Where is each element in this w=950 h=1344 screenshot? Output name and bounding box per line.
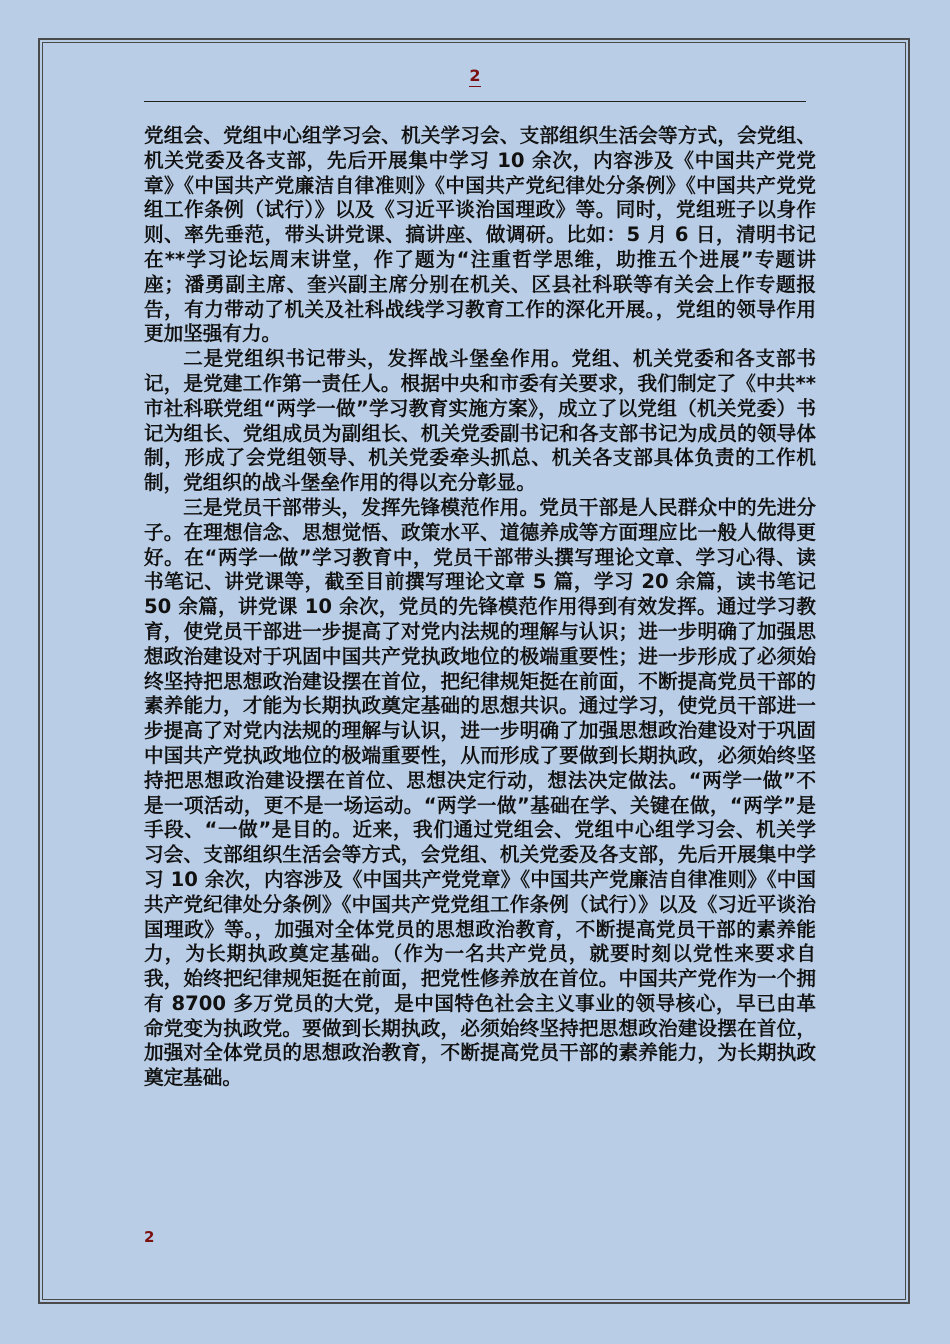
footer-page-number: 2 (144, 1228, 155, 1246)
header-page-number-text: 2 (469, 66, 481, 85)
header-page-number (0, 66, 950, 85)
paragraph-2: 二是党组织书记带头，发挥战斗堡垒作用。党组、机关党委和各支部书记，是党建工作第一责任人。根据中央和市委有关要求，我们制定了《中共**市社科联党组“两学一做”学习教育实施方案》，成立了以党组（机关党委）书记为组长、党组成员为副组长、机关党委副书记和各支部书记为成员的领导体制，形成了会党组领导、机关党委牵头抓总、机关各支部具体负责的工作机制，党组织的战斗堡垒作用的得以充分彰显。 (144, 347, 816, 495)
header-rule (144, 101, 806, 102)
document-body (144, 124, 816, 1091)
paragraph-3: 三是党员干部带头，发挥先锋模范作用。党员干部是人民群众中的先进分子。在理想信念、思想觉悟、政策水平、道德养成等方面理应比一般人做得更好。在“两学一做”学习教育中，党员干部带头撰写理论文章、学习心得、读书笔记、讲党课等，截至目前撰写理论文章 5 篇，学习 20 余篇，读书笔记 50 余篇，讲党课 10 余次，党员的先锋模范作用得到有效发挥。通过学习教育，使党员干部进一步提高了对党内法规的理解与认识；进一步明确了加强思想政治建设对于巩固中国共产党执政地位的极端重要性；进一步形成了必须始终坚持把思想政治建设摆在首位，把纪律规矩挺在前面，不断提高党员干部的素养能力，才能为长期执政奠定基础的思想共识。通过学习，使党员干部进一步提高了对党内法规的理解与认识，进一步明确了加强思想政治建设对于巩固中国共产党执政地位的极端重要性，从而形成了要做到长期执政，必须始终坚持把思想政治建设摆在首位、思想决定行动，想法决定做法。“两学一做”不是一项活动，更不是一场运动。“两学一做”基础在学、关键在做，“两学”是手段、“一做”是目的。近来，我们通过党组会、党组中心组学习会、机关学习会、支部组织生活会等方式，会党组、机关党委及各支部，先后开展集中学习 10 余次，内容涉及《中国共产党党章》《中国共产党廉洁自律准则》《中国共产党纪律处分条例》《中国共产党党组工作条例（试行）》以及《习近平谈治国理政》等。，加强对全体党员的思想政治教育，不断提高党员干部的素养能力，为长期执政奠定基础。（作为一名共产党员，就要时刻以党性来要求自我，始终把纪律规矩挺在前面，把党性修养放在首位。中国共产党作为一个拥有 8700 多万党员的大党，是中国特色社会主义事业的领导核心，早已由革命党变为执政党。要做到长期执政，必须始终坚持把思想政治建设摆在首位，加强对全体党员的思想政治教育，不断提高党员干部的素养能力，为长期执政奠定基础。 (144, 495, 816, 1090)
paragraph-1: 党组会、党组中心组学习会、机关学习会、支部组织生活会等方式，会党组、机关党委及各支部，先后开展集中学习 10 余次，内容涉及《中国共产党党章》《中国共产党廉洁自律准则》《中国共产党纪律处分条例》《中国共产党党组工作条例（试行）》以及《习近平谈治国理政》等。同时，党组班子以身作则、率先垂范，带头讲党课、搞讲座、做调研。比如：5 月 6 日，清明书记在**学习论坛周末讲堂，作了题为“注重哲学思维，助推五个进展”专题讲座；潘勇副主席、奎兴副主席分别在机关、区县社科联等有关会上作专题报告，有力带动了机关及社科战线学习教育工作的深化开展。，党组的领导作用更加坚强有力。 (144, 124, 816, 346)
